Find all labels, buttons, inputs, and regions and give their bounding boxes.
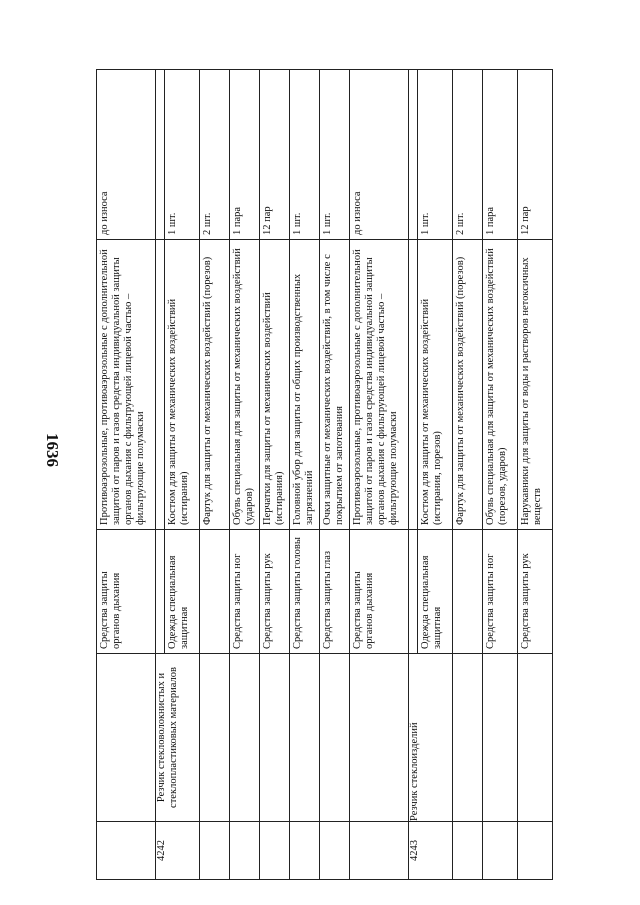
empty-cell (483, 822, 518, 880)
empty-cell (409, 70, 418, 240)
empty-cell (409, 240, 418, 530)
table-row (320, 70, 350, 880)
category-cell: Средства защиты органов дыхания (350, 530, 409, 654)
category-cell: Средства защиты рук (260, 530, 290, 654)
page-number-text: 1636 (43, 433, 62, 467)
empty-cell (260, 654, 290, 822)
empty-cell (156, 530, 165, 654)
job-cell: Резчик стеклоизделий (409, 654, 453, 822)
empty-cell (230, 654, 260, 822)
code-cell: 4243 (409, 822, 453, 880)
page-number (22, 420, 82, 480)
item-cell: Обувь специальная для защиты от механических воздействий (порезов, ударов) (483, 240, 518, 530)
qty-cell: 12 пар (518, 70, 553, 240)
item-cell: Нарукавники для защиты от воды и растворов нетоксичных веществ (518, 240, 553, 530)
item-cell: Противоаэрозольные, противоаэрозольные с дополнительной защитой от паров и газов средства индивидуальной защиты органов дыхания с фильтрующей лицевой частью – фильтрующие полумаски (97, 240, 156, 530)
ppe-table (96, 69, 553, 880)
empty-cell (290, 654, 320, 822)
rotated-table (96, 70, 623, 880)
empty-cell (483, 654, 518, 822)
table-row (230, 70, 260, 880)
empty-cell (156, 240, 165, 530)
category-cell: Средства защиты головы (290, 530, 320, 654)
item-cell: Фартук для защиты от механических воздействий (порезов) (200, 240, 230, 530)
table-row (409, 70, 418, 880)
job-cell (97, 654, 156, 822)
qty-cell: 1 шт. (418, 70, 453, 240)
qty-cell: до износа (350, 70, 409, 240)
category-cell (453, 530, 483, 654)
qty-cell: 1 шт. (320, 70, 350, 240)
item-cell: Головной убор для защиты от общих производственных загрязнений (290, 240, 320, 530)
empty-cell (230, 822, 260, 880)
item-cell: Костюм для защиты от механических воздействий (истирания, порезов) (418, 240, 453, 530)
empty-cell (453, 654, 483, 822)
category-cell: Средства защиты глаз (320, 530, 350, 654)
empty-cell (453, 822, 483, 880)
table-row (483, 70, 518, 880)
table-row (350, 70, 409, 880)
category-cell: Средства защиты ног (230, 530, 260, 654)
qty-cell: 1 шт. (165, 70, 200, 240)
empty-cell (518, 654, 553, 822)
item-cell: Костюм для защиты от механических воздействий (истирания) (165, 240, 200, 530)
empty-cell (290, 822, 320, 880)
category-cell: Средства защиты ног (483, 530, 518, 654)
qty-cell: 1 пара (483, 70, 518, 240)
category-cell: Средства защиты органов дыхания (97, 530, 156, 654)
empty-cell (200, 654, 230, 822)
table-row (453, 70, 483, 880)
empty-cell (350, 654, 409, 822)
empty-cell (260, 822, 290, 880)
item-cell: Обувь специальная для защиты от механических воздействий (ударов) (230, 240, 260, 530)
qty-cell: до износа (97, 70, 156, 240)
empty-cell (350, 822, 409, 880)
category-cell: Одежда специальная защитная (165, 530, 200, 654)
table-row (290, 70, 320, 880)
category-cell: Средства защиты рук (518, 530, 553, 654)
qty-cell: 2 шт. (200, 70, 230, 240)
table-row (200, 70, 230, 880)
qty-cell: 12 пар (260, 70, 290, 240)
category-cell (200, 530, 230, 654)
table-row (260, 70, 290, 880)
qty-cell: 2 шт. (453, 70, 483, 240)
document-table-area (96, 70, 623, 880)
empty-cell (320, 822, 350, 880)
qty-cell: 1 пара (230, 70, 260, 240)
category-cell: Одежда специальная защитная (418, 530, 453, 654)
item-cell: Фартук для защиты от механических воздействий (порезов) (453, 240, 483, 530)
empty-cell (200, 822, 230, 880)
table-row (97, 70, 156, 880)
code-cell: 4242 (156, 822, 200, 880)
empty-cell (518, 822, 553, 880)
empty-cell (156, 70, 165, 240)
job-cell: Резчик стекловолокнистых и стеклопластиковых материалов (156, 654, 200, 822)
code-cell (97, 822, 156, 880)
empty-cell (409, 530, 418, 654)
table-row (156, 70, 165, 880)
qty-cell: 1 шт. (290, 70, 320, 240)
item-cell: Противоаэрозольные, противоаэрозольные с дополнительной защитой от паров и газов средства индивидуальной защиты органов дыхания с фильтрующей лицевой частью – фильтрующие полумаски (350, 240, 409, 530)
item-cell: Перчатки для защиты от механических воздействий (истирания) (260, 240, 290, 530)
empty-cell (320, 654, 350, 822)
item-cell: Очки защитные от механических воздействий, в том числе с покрытием от запотевания (320, 240, 350, 530)
table-row (518, 70, 553, 880)
